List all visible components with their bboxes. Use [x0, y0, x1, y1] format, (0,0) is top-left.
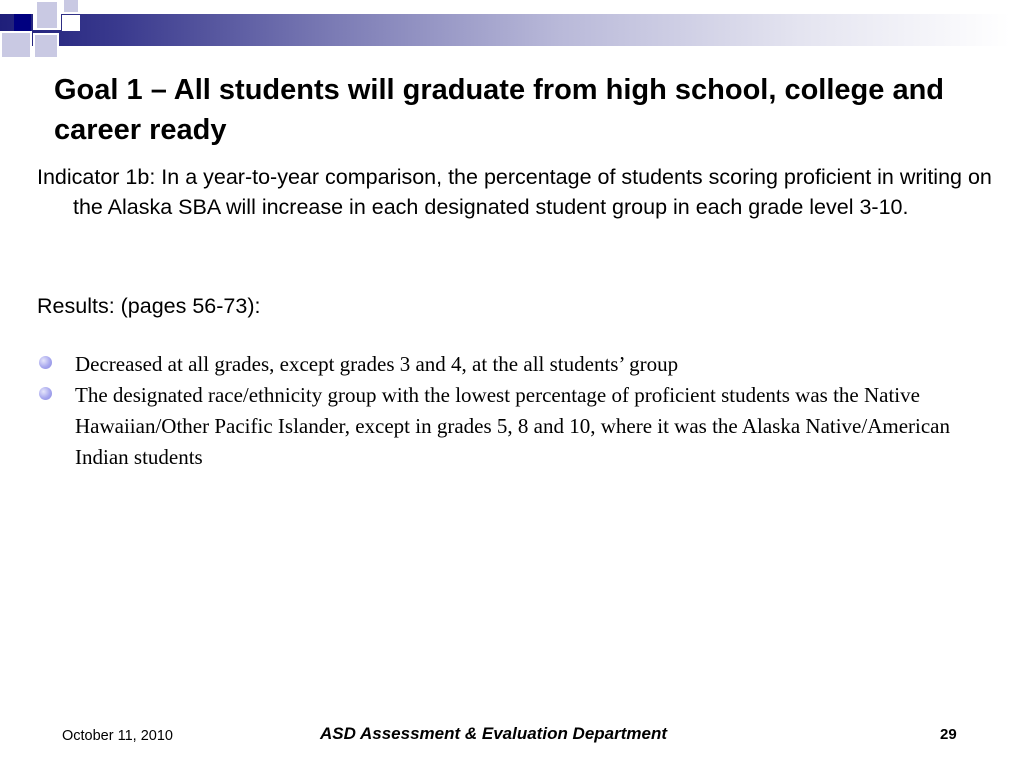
footer-page-number: 29	[940, 726, 957, 743]
footer-date: October 11, 2010	[62, 728, 173, 744]
footer-department: ASD Assessment & Evaluation Department	[320, 724, 668, 743]
bullet-item	[36, 380, 976, 473]
bullet-text: The designated race/ethnicity group with the lowest percentage of proficient students was the Native Hawaiian/Other Pacific Islander, except in grades 5, 8 and 10, where it was the Alaska Native/American Indian students	[75, 383, 951, 469]
bullet-dot-icon	[39, 356, 52, 369]
header-decor-square	[35, 35, 57, 57]
header-decor-square	[2, 33, 30, 57]
bullet-dot-icon	[39, 387, 52, 400]
bullet-text: Decreased at all grades, except grades 3 and 4, at the all students’ group	[75, 352, 679, 376]
header-navy-square	[14, 14, 31, 31]
slide-title: Goal 1 – All students will graduate from high school, college and career ready	[54, 74, 945, 146]
results-bullet-list	[36, 349, 976, 473]
header-gradient-band	[0, 14, 1024, 46]
header-decor-square	[62, 15, 80, 31]
results-label: Results: (pages 56-73):	[37, 294, 261, 318]
header-decor-square	[64, 0, 78, 12]
header-decor-square	[37, 2, 57, 28]
bullet-item	[36, 349, 976, 380]
indicator-text: Indicator 1b: In a year-to-year comparison, the percentage of students scoring proficient in writing on the Alaska SBA will increase in each designated student group in each grade level 3-10.	[37, 165, 992, 219]
